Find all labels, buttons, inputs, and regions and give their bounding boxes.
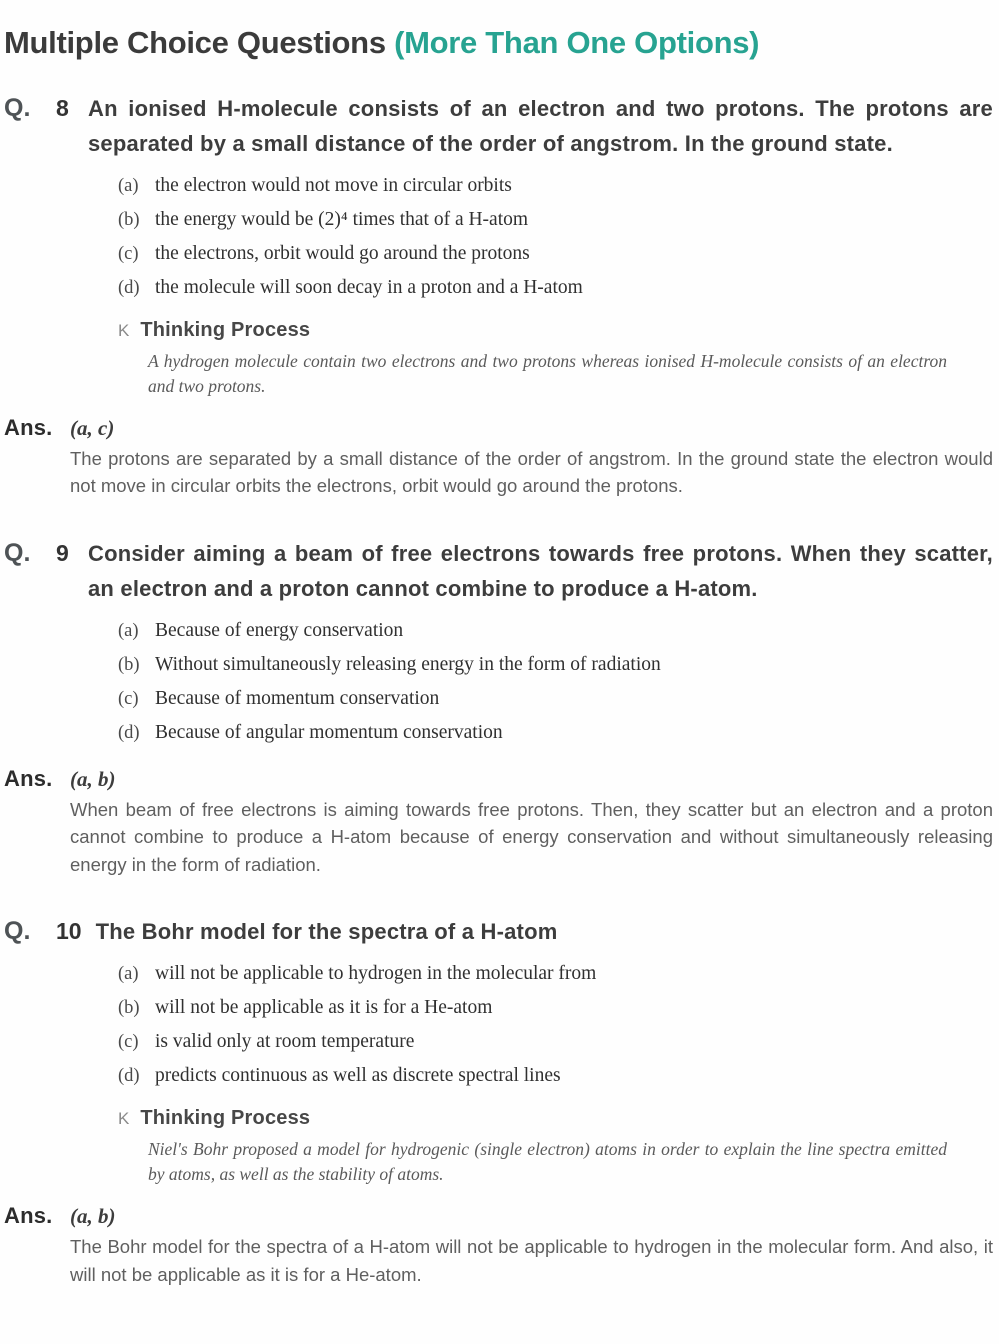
option-text: will not be applicable as it is for a He-atom (155, 997, 493, 1019)
question-number: 9 (56, 539, 69, 566)
option-label: (b) (118, 209, 140, 230)
answer-label: Ans. (4, 414, 53, 440)
question-number: 8 (56, 94, 69, 121)
option-label: (c) (118, 243, 139, 264)
option-d (118, 1059, 993, 1093)
option-text: Because of angular momentum conservation (155, 721, 503, 743)
answer-explanation: The Bohr model for the spectra of a H-atom will not be applicable to hydrogen in the molecular form. And also, it will not be applicable as it is for a He-atom. (70, 1236, 993, 1285)
option-d (118, 271, 993, 305)
question-block-10 (4, 914, 993, 1288)
thinking-process-icon: K (118, 320, 130, 340)
option-a (118, 614, 993, 648)
option-label: (d) (118, 1066, 140, 1087)
thinking-process-heading: Thinking Process (140, 1107, 311, 1130)
thinking-process-block (118, 1103, 993, 1187)
question-marker: Q. (4, 93, 31, 122)
option-text: will not be applicable to hydrogen in the molecular from (155, 963, 597, 985)
option-a (118, 169, 993, 203)
options-list (4, 169, 993, 305)
question-marker: Q. (4, 538, 31, 567)
answer-block (4, 413, 993, 500)
question-number: 10 (56, 918, 82, 945)
option-d (118, 716, 993, 750)
option-a (118, 957, 993, 991)
page-title-main: Multiple Choice Questions (4, 24, 386, 60)
question-text: The Bohr model for the spectra of a H-atom (95, 919, 558, 945)
question-text: An ionised H-molecule consists of an electron and two protons. The protons are separated by a small distance of the order of angstrom. In the ground state. (88, 95, 993, 156)
option-text: predicts continuous as well as discrete spectral lines (155, 1065, 561, 1087)
page-title (4, 23, 993, 63)
option-label: (c) (118, 688, 139, 709)
page-title-accent: (More Than One Options) (394, 24, 760, 60)
option-b (118, 991, 993, 1025)
option-text: Because of energy conservation (155, 619, 404, 641)
option-text: the electrons, orbit would go around the protons (155, 242, 530, 264)
options-list (4, 957, 993, 1093)
option-label: (a) (118, 964, 139, 985)
option-label: (b) (118, 998, 140, 1019)
thinking-process-heading-row (118, 1103, 993, 1133)
option-text: the energy would be (2)⁴ times that of a H-atom (155, 208, 529, 230)
option-b (118, 648, 993, 682)
answer-heading-row (4, 413, 993, 443)
option-text: the molecule will soon decay in a proton and a H-atom (155, 276, 583, 298)
question-heading (4, 91, 993, 161)
answer-heading-row (4, 764, 993, 794)
option-text: Because of momentum conservation (155, 687, 440, 709)
answer-label: Ans. (4, 765, 53, 791)
answer-letters: (a, b) (70, 766, 116, 791)
thinking-process-heading: Thinking Process (140, 318, 311, 341)
options-list (4, 614, 993, 750)
question-heading (4, 914, 993, 949)
option-label: (a) (118, 620, 139, 641)
thinking-process-block (118, 315, 993, 399)
option-label: (d) (118, 722, 140, 743)
answer-label: Ans. (4, 1203, 53, 1229)
question-marker: Q. (4, 917, 31, 946)
answer-block (4, 764, 993, 879)
option-c (118, 237, 993, 271)
answer-block (4, 1201, 993, 1288)
option-text: the electron would not move in circular orbits (155, 174, 512, 196)
option-b (118, 203, 993, 237)
question-heading (4, 536, 993, 606)
thinking-process-icon: K (118, 1109, 130, 1129)
answer-letters: (a, b) (70, 1204, 116, 1229)
option-label: (c) (118, 1032, 139, 1053)
thinking-process-text: Niel's Bohr proposed a model for hydrogenic (single electron) atoms in order to explain the line spectra emitted by atoms, as well as the stability of atoms. (148, 1139, 947, 1185)
option-text: is valid only at room temperature (155, 1031, 415, 1053)
option-label: (a) (118, 175, 139, 196)
option-text: Without simultaneously releasing energy in the form of radiation (155, 653, 661, 675)
question-block-8 (4, 91, 993, 500)
question-text: Consider aiming a beam of free electrons towards free protons. When they scatter, an electron and a proton cannot combine to produce a H-atom. (88, 540, 993, 601)
option-label: (b) (118, 654, 140, 675)
answer-explanation: The protons are separated by a small distance of the order of angstrom. In the ground state the electron would not move in circular orbits the electrons, orbit would go around the protons. (70, 447, 993, 497)
option-label: (d) (118, 277, 140, 298)
option-c (118, 682, 993, 716)
answer-explanation: When beam of free electrons is aiming towards free protons. Then, they scatter but an electron and a proton cannot combine to produce a H-atom because of energy conservation and without simultaneously releasing energy in the form of radiation. (70, 798, 993, 875)
thinking-process-heading-row (118, 315, 993, 345)
answer-letters: (a, c) (70, 415, 115, 440)
answer-heading-row (4, 1201, 993, 1231)
option-c (118, 1025, 993, 1059)
thinking-process-text: A hydrogen molecule contain two electrons and two protons whereas ionised H-molecule consists of an electron and two protons. (148, 350, 947, 396)
question-block-9 (4, 536, 993, 879)
